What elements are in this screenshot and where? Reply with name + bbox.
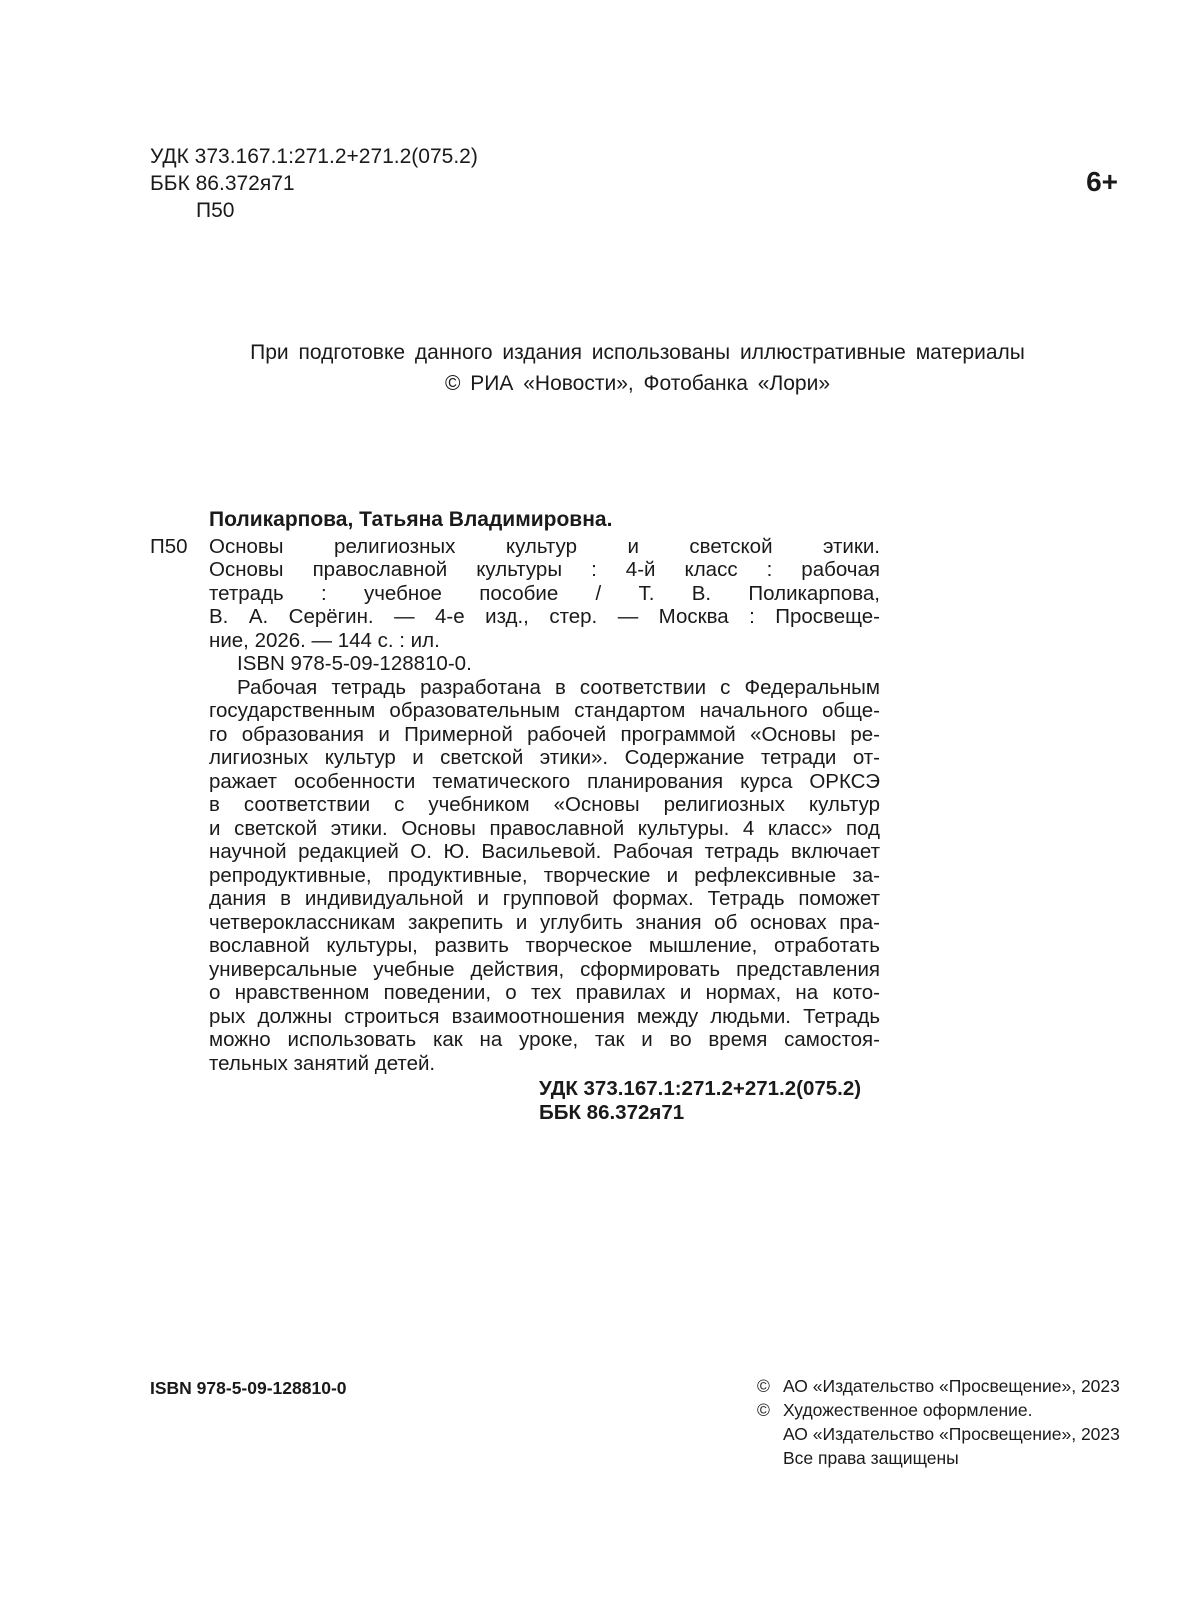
card-body — [150, 535, 880, 1076]
credits-line-1: При подготовке данного издания использованы иллюстративные материалы — [250, 341, 1025, 364]
annotation-line: лигиозных культур и светской этики». Содержание тетради от- — [209, 746, 880, 769]
annotation-line: вославной культуры, развить творческое мышление, отработать — [209, 934, 880, 957]
description-line: тетрадь : учебное пособие / Т. В. Поликарпова, — [209, 581, 880, 605]
description-line: ние, 2026. — 144 с. : ил. — [209, 628, 440, 652]
copyright-symbol: © — [757, 1400, 770, 1420]
card-udk: УДК 373.167.1:271.2+271.2(075.2) — [539, 1077, 862, 1100]
annotation-line: дания в индивидуальной и групповой формах. Тетрадь поможет — [209, 887, 880, 910]
annotation-line: Рабочая тетрадь разработана в соответствии с Федеральным — [237, 675, 880, 699]
annotation-line: в соответствии с учебником «Основы религиозных культур — [209, 793, 880, 816]
catalog-card — [150, 508, 880, 1124]
copyright-text: АО «Издательство «Просвещение», 2023 — [783, 1424, 1120, 1444]
rights-text: Все права защищены — [783, 1448, 959, 1468]
illustration-credits — [0, 337, 1200, 399]
card-author: Поликарпова, Татьяна Владимировна. — [209, 508, 613, 531]
copyright-row — [757, 1422, 1120, 1446]
annotation-line: го образования и Примерной рабочей программой «Основы ре- — [209, 722, 880, 746]
card-sign: П50 — [150, 534, 188, 558]
bbk-code: ББК 86.372я71 — [150, 172, 295, 195]
annotation-line: государственным образовательным стандартом начального обще- — [209, 699, 880, 722]
annotation-line: научной редакцией О. Ю. Васильевой. Рабочая тетрадь включает — [209, 840, 880, 863]
annotation-line: о нравственном поведении, о тех правилах и нормах, на кото- — [209, 981, 880, 1004]
card-isbn: ISBN 978-5-09-128810-0. — [237, 652, 472, 675]
annotation-line: ражает особенности тематического планирования курса ОРКСЭ — [209, 769, 880, 793]
annotation-line: четвероклассникам закрепить и углубить знания об основах пра- — [209, 910, 880, 934]
copyright-row — [757, 1374, 1120, 1398]
annotation-line: тельных занятий детей. — [209, 1051, 436, 1075]
copyright-block — [757, 1374, 1120, 1470]
footer-isbn: ISBN 978-5-09-128810-0 — [150, 1378, 347, 1398]
copyright-row — [757, 1398, 1120, 1422]
description-line: Основы православной культуры : 4-й класс : рабочая — [209, 558, 880, 581]
description-line: В. А. Серёгин. — 4-е изд., стер. — Москва : Просвеще- — [209, 605, 880, 628]
copyright-text: Художественное оформление. — [783, 1400, 1033, 1420]
annotation-line: и светской этики. Основы православной культуры. 4 класс» под — [209, 816, 880, 840]
annotation-line: универсальные учебные действия, сформировать представления — [209, 957, 880, 981]
top-classification — [150, 143, 478, 224]
annotation-line: можно использовать как на уроке, так и во время самостоя- — [209, 1028, 880, 1051]
description-line: Основы религиозных культур и светской этики. — [209, 534, 880, 558]
copyright-symbol: © — [757, 1376, 770, 1396]
annotation-line: репродуктивные, продуктивные, творческие и рефлексивные за- — [209, 863, 880, 887]
card-bbk: ББК 86.372я71 — [539, 1100, 685, 1124]
udk-code: УДК 373.167.1:271.2+271.2(075.2) — [150, 145, 478, 168]
author-sign: П50 — [196, 199, 235, 222]
annotation-line: рых должны строиться взаимоотношения между людьми. Тетрадь — [209, 1004, 880, 1028]
copyright-text: АО «Издательство «Просвещение», 2023 — [783, 1376, 1120, 1396]
rights-row — [757, 1446, 1120, 1470]
age-rating: 6+ — [1086, 166, 1118, 197]
credits-line-2: © РИА «Новости», Фотобанка «Лори» — [444, 372, 831, 395]
